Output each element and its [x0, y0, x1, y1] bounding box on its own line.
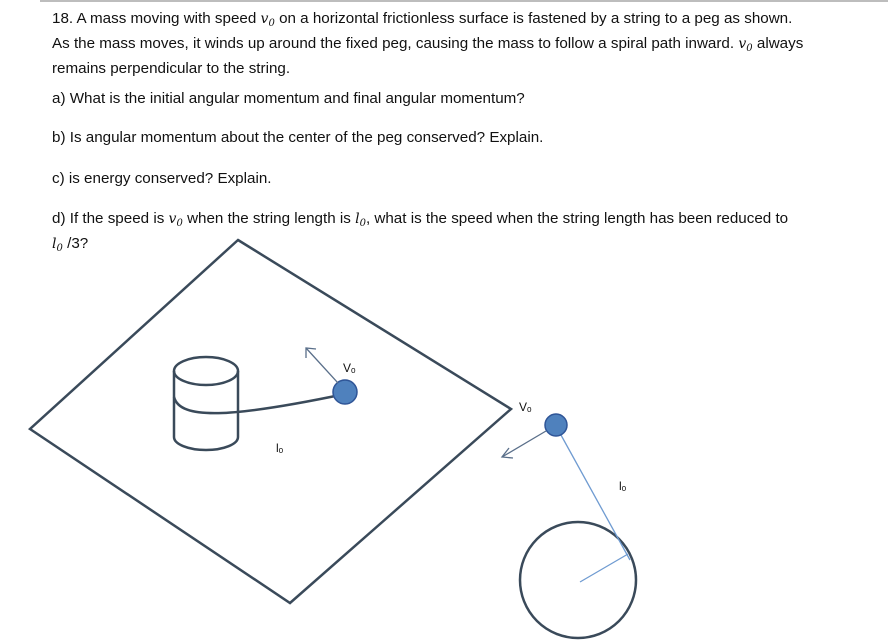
mass-right	[545, 414, 567, 436]
l0-symbol: $l_0$	[52, 236, 63, 254]
question-text: d) If the speed is	[52, 210, 165, 227]
problem-text: 18. A mass moving with speed	[52, 10, 257, 27]
label-v0-right: Vₒ	[519, 400, 532, 414]
l0-symbol: $l_0$	[355, 211, 366, 229]
problem-line-3: remains perpendicular to the string.	[52, 60, 291, 77]
question-a: a) What is the initial angular momentum and final angular momentum?	[52, 90, 525, 107]
v0-symbol: $v_0$	[738, 36, 753, 54]
problem-text: always	[756, 35, 804, 52]
question-text: /3?	[67, 235, 89, 252]
problem-text: on a horizontal frictionless surface is fastened by a string to a peg as shown.	[279, 10, 793, 27]
velocity-arrow-right-icon	[502, 431, 546, 458]
v0-symbol: $v_0$	[168, 211, 183, 229]
question-b: b) Is angular momentum about the center of the peg conserved? Explain.	[52, 129, 544, 146]
label-l0-left: lₒ	[276, 441, 284, 455]
question-c: c) is energy conserved? Explain.	[52, 170, 272, 187]
v0-symbol: $v_0$	[260, 11, 275, 29]
question-text: , what is the speed when the string length has been reduced to	[365, 210, 789, 227]
problem-text: As the mass moves, it winds up around the fixed peg, causing the mass to follow a spiral path inward.	[52, 35, 735, 52]
label-l0-right: lₒ	[619, 479, 627, 493]
question-text: when the string length is	[187, 210, 351, 227]
mass-left	[333, 380, 357, 404]
label-v0-left: Vₒ	[343, 361, 356, 375]
peg-radius-line	[580, 554, 628, 582]
string-right	[556, 426, 630, 560]
frictionless-surface	[30, 240, 511, 603]
